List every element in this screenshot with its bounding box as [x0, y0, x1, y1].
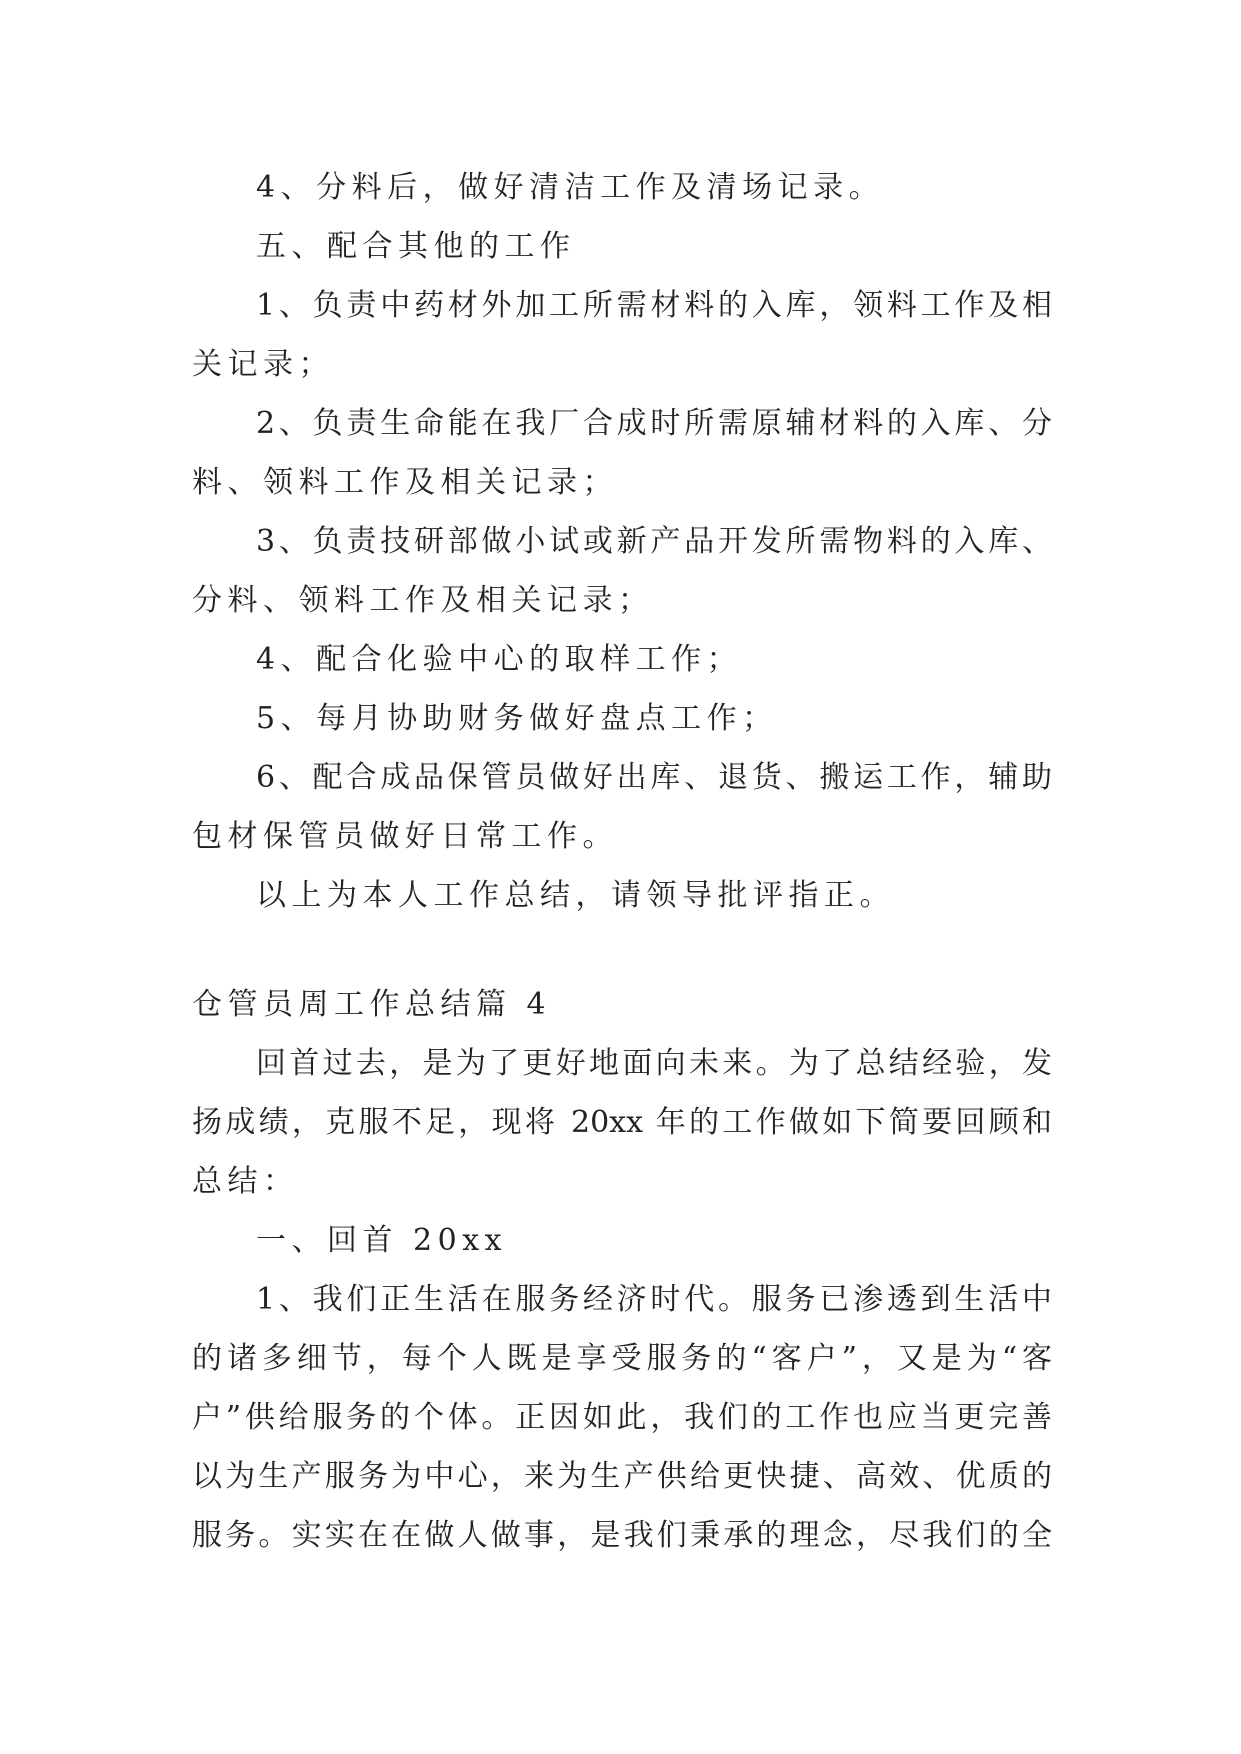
section-heading: 五、配合其他的工作	[256, 229, 576, 264]
text-line: 1、我们正生活在服务经济时代。服务已渗透到生活中	[256, 1282, 1052, 1317]
text-line: 包材保管员做好日常工作。	[192, 819, 618, 854]
text-line: 回首过去，是为了更好地面向未来。为了总结经验，发	[256, 1046, 1052, 1081]
text-line: 分料、领料工作及相关记录；	[192, 583, 654, 618]
text-line: 总结：	[192, 1164, 299, 1199]
text-line: 3、负责技研部做小试或新产品开发所需物料的入库、	[256, 524, 1052, 559]
text-line: 4、分料后，做好清洁工作及清场记录。	[256, 170, 885, 205]
text-line: 服务。实实在在做人做事，是我们秉承的理念，尽我们的全	[192, 1518, 1052, 1553]
text-line: 以为生产服务为中心，来为生产供给更快捷、高效、优质的	[192, 1459, 1052, 1494]
text-line: 户”供给服务的个体。正因如此，我们的工作也应当更完善	[192, 1400, 1052, 1435]
article-title: 仓管员周工作总结篇 4	[192, 987, 552, 1022]
text-line: 以上为本人工作总结，请领导批评指正。	[256, 878, 895, 913]
text-line: 6、配合成品保管员做好出库、退货、搬运工作，辅助	[256, 760, 1052, 795]
text-line: 关记录；	[192, 347, 334, 382]
section-heading: 一、回首 20xx	[256, 1223, 508, 1258]
text-line: 5、每月协助财务做好盘点工作；	[256, 701, 778, 736]
text-line: 料、领料工作及相关记录；	[192, 465, 618, 500]
text-line: 的诸多细节，每个人既是享受服务的“客户”，又是为“客	[192, 1341, 1052, 1376]
text-line: 扬成绩，克服不足，现将 20xx 年的工作做如下简要回顾和	[192, 1105, 1052, 1140]
text-line: 4、配合化验中心的取样工作；	[256, 642, 743, 677]
text-line: 2、负责生命能在我厂合成时所需原辅材料的入库、分	[256, 406, 1052, 441]
text-line: 1、负责中药材外加工所需材料的入库，领料工作及相	[256, 288, 1052, 323]
